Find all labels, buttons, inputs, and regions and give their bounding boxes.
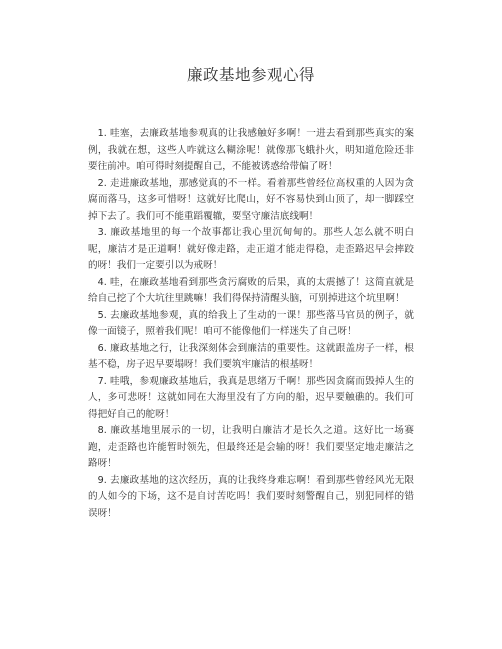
- paragraph-1: 1. 哇塞，去廉政基地参观真的让我感触好多啊！一进去看到那些真实的案例，我就在想，这些人咋就这么糊涂呢！就像那飞蛾扑火，明知道危险还非要往前冲。咱可得时刻提醒自己，不能被诱惑给带偏了呀！: [88, 128, 414, 172]
- paragraph-3: 3. 廉政基地里的每一个故事都让我心里沉甸甸的。那些人怎么就不明白呢，廉洁才是正道啊！就好像走路，走正道才能走得稳，走歪路迟早会摔跤的呀！我们一定要引以为戒呀！: [88, 227, 414, 271]
- paragraph-2: 2. 走进廉政基地，那感觉真的不一样。看着那些曾经位高权重的人因为贪腐而落马，这多可惜呀！这就好比爬山，好不容易快到山顶了，却一脚踩空掉下去了。我们可不能重蹈覆辙，要坚守廉洁底线啊！: [88, 177, 414, 222]
- paragraph-6: 6. 廉政基地之行，让我深刻体会到廉洁的重要性。这就跟盖房子一样，根基不稳，房子迟早要塌呀！我们要筑牢廉洁的根基呀！: [88, 342, 414, 370]
- paragraph-9: 9. 去廉政基地的这次经历，真的让我终身难忘啊！看到那些曾经风光无限的人如今的下场，这不是自讨苦吃吗！我们要时刻警醒自己，别犯同样的错误呀！: [88, 474, 414, 519]
- document-title: 廉政基地参观心得: [186, 66, 315, 84]
- paragraph-4: 4. 哇，在廉政基地看到那些贪污腐败的后果，真的太震撼了！这简直就是给自己挖了个大坑往里跳嘛！我们得保持清醒头脑，可别掉进这个坑里啊！: [88, 276, 414, 304]
- document-body: [88, 126, 414, 522]
- paragraph-5: 5. 去廉政基地参观，真的给我上了生动的一课！那些落马官员的例子，就像一面镜子，照着我们呢！咱可不能像他们一样迷失了自己呀！: [88, 309, 414, 337]
- paragraph-8: 8. 廉政基地里展示的一切，让我明白廉洁才是长久之道。这好比一场赛跑，走歪路也许能暂时领先，但最终还是会输的呀！我们要坚定地走廉洁之路呀！: [88, 425, 414, 469]
- paragraph-7: 7. 哇哦，参观廉政基地后，我真是思绪万千啊！那些因贪腐而毁掉人生的人，多可悲呀！这就如同在大海里没有了方向的船，迟早要触礁的。我们可得把好自己的舵呀！: [88, 375, 414, 420]
